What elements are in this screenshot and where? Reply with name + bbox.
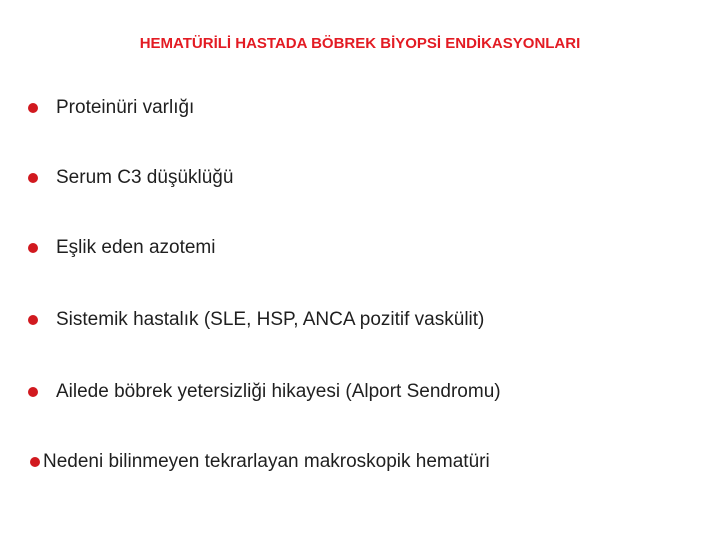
list-item (28, 233, 215, 263)
bullet-dot-icon (30, 457, 40, 467)
list-item (28, 163, 233, 193)
list-item-label: Eşlik eden azotemi (56, 237, 216, 258)
list-item (28, 377, 501, 407)
bullet-dot-icon (28, 243, 38, 253)
bullet-dot-icon (28, 315, 38, 325)
list-item-label: Serum C3 düşüklüğü (56, 167, 234, 188)
bullet-dot-icon (28, 387, 38, 397)
list-item (28, 93, 194, 123)
list-item-label: Ailede böbrek yetersizliği hikayesi (Alport Sendromu) (56, 381, 501, 402)
list-item (30, 447, 490, 477)
bullet-dot-icon (28, 173, 38, 183)
bullet-dot-icon (28, 103, 38, 113)
slide-title: HEMATÜRİLİ HASTADA BÖBREK BİYOPSİ ENDİKASYONLARI (139, 35, 581, 52)
list-item-label: Proteinüri varlığı (56, 97, 195, 118)
list-item-label: Sistemik hastalık (SLE, HSP, ANCA pozitif vaskülit) (56, 309, 485, 330)
list-item-label: Nedeni bilinmeyen tekrarlayan makroskopik hematüri (43, 451, 490, 472)
list-item (28, 305, 484, 335)
